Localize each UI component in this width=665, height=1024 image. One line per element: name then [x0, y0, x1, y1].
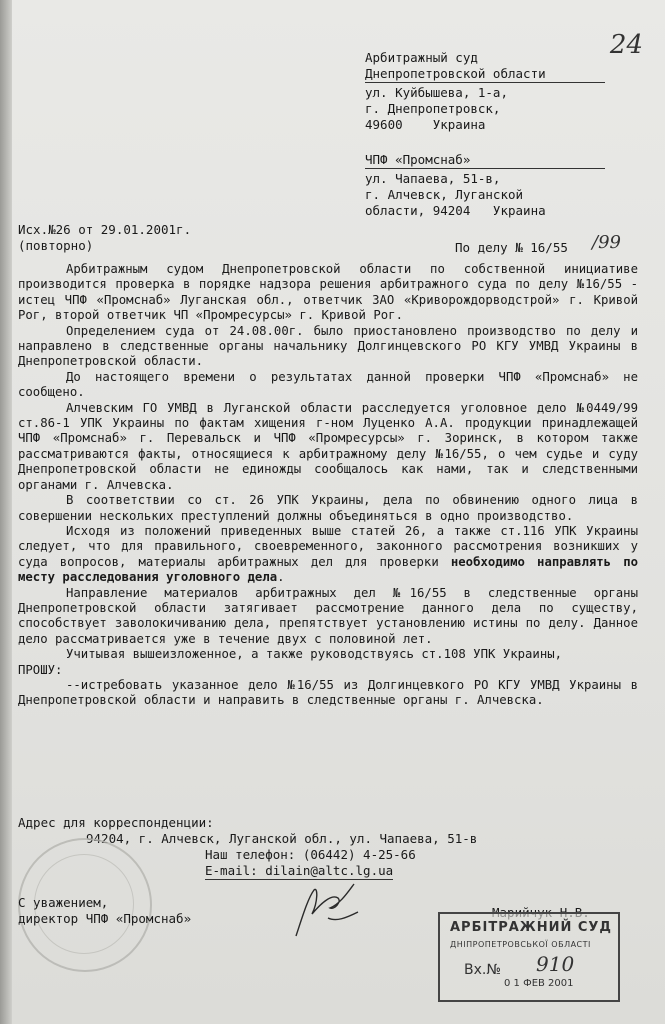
paragraph-5: В соответствии со ст. 26 УПК Украины, дела по обвинению одного лица в совершении нескольких преступлений должны объединяться в одно производство. [18, 493, 638, 523]
closing-position: директор ЧПФ «Промснаб» [18, 911, 192, 926]
recipient-line-1: Арбитражный суд [365, 50, 478, 65]
letter-body [18, 262, 638, 709]
correspondence-email: E-mail: dilain@altc.lg.ua [205, 863, 394, 878]
court-stamp-title: АРБІТРАЖНИЙ СУД [450, 920, 613, 935]
paragraph-6-start: Исходя из положений приведенных выше статей 26, а также ст.116 УПК Украины следует, что для правильного, своевременного, законного рассмотрения возникших у суда вопросов, материалы арбитражных дел для проверки [18, 523, 638, 569]
repeat-note: (повторно) [18, 238, 94, 253]
correspondence-label: Адрес для корреспонденции: [18, 815, 214, 830]
recipient-line-4: г. Днепропетровск, [365, 101, 501, 116]
binding-edge [0, 0, 12, 1024]
paragraph-4: Алчевским ГО УМВД в Луганской области расследуется уголовное дело №0449/99 ст.86-1 УПК Украины по фактам хищения г-ном Луценко А.А. продукции принадлежащей ЧПФ «Промснаб» г. Перевальск и ЧПФ «Промресурсы» г. Зоринск, в котором также рассматриваются факты, относящиеся к арбитражному делу №16/55, о чем судье и суду Днепропетровской области не единожды сообщалось как нами, так и следственными органами г. Алчевска. [18, 400, 638, 492]
recipient-line-5: 49600 Украина [365, 117, 486, 132]
paragraph-8: Учитывая вышеизложенное, а также руководствуясь ст.108 УПК Украины, [66, 647, 563, 662]
paragraph-6-end: . [277, 570, 285, 585]
correspondence-phone: Наш телефон: (06442) 4-25-66 [205, 847, 416, 862]
sender-line-1: ЧПФ «Промснаб» [365, 152, 605, 169]
sender-line-3: г. Алчевск, Луганской [365, 187, 524, 202]
court-stamp-date: 0 1 ФЕВ 2001 [504, 978, 574, 989]
paragraph-1: Арбитражным судом Днепропетровской области по собственной инициативе производится проверка в порядке надзора решения арбитражного суда по делу №16/55 - истец ЧПФ «Промснаб» Луганская обл., ответчик ЗАО «Криворождорводстрой» г. Кривой Рог, второй ответчик ЧП «Промресурсы» г. Кривой Рог. [18, 262, 638, 323]
recipient-line-3: ул. Куйбышева, 1-а, [365, 85, 508, 100]
outgoing-number: Исх.№26 от 29.01.2001г. [18, 222, 192, 237]
paragraph-6 [18, 524, 638, 586]
case-handwritten-suffix: /99 [592, 232, 621, 253]
recipient-line-2: Днепропетровской области [365, 66, 605, 83]
sender-line-4: области, 94204 Украина [365, 203, 546, 218]
court-stamp-region: ДНІПРОПЕТРОВСЬКОЇ ОБЛАСТІ [450, 940, 591, 949]
paragraph-6-bold: необходимо направлять по месту расследования уголовного дела [18, 554, 639, 585]
prosu-heading: ПРОШУ: [18, 662, 63, 677]
handwritten-signature [288, 878, 368, 940]
handwritten-page-number: 24 [609, 30, 643, 60]
correspondence-address: 94204, г. Алчевск, Луганской обл., ул. Чапаева, 51-в [86, 831, 478, 846]
case-number: По делу № 16/55 [455, 240, 568, 255]
court-stamp-in-label: Вх.№ [464, 962, 501, 978]
paragraph-9: --истребовать указанное дело №16/55 из Долгинцевкого РО КГУ УМВД Украины в Днепропетровской области и направить в следственные органы г. Алчевска. [18, 677, 638, 708]
closing-regards: С уважением, [18, 895, 109, 910]
court-incoming-stamp [438, 912, 620, 1002]
sender-line-2: ул. Чапаева, 51-в, [365, 171, 501, 186]
paragraph-7: Направление материалов арбитражных дел №16/55 в следственные органы Днепропетровской области затягивает рассмотрение данного дела по существу, способствует заволокичиванию дела, препятствует установлению истины по делу. Данное дело рассматривается уже в течение двух с половиной лет. [18, 585, 638, 646]
paragraph-3: До настоящего времени о результатах данной проверки ЧПФ «Промснаб» не сообщено. [18, 369, 638, 400]
paragraph-2: Определением суда от 24.08.00г. было приостановлено производство по делу и направлено в следственные органы начальнику Долгинцевского РО КГУ УМВД Украины в Днепропетровской области. [18, 323, 638, 369]
court-stamp-in-number: 910 [536, 952, 575, 976]
